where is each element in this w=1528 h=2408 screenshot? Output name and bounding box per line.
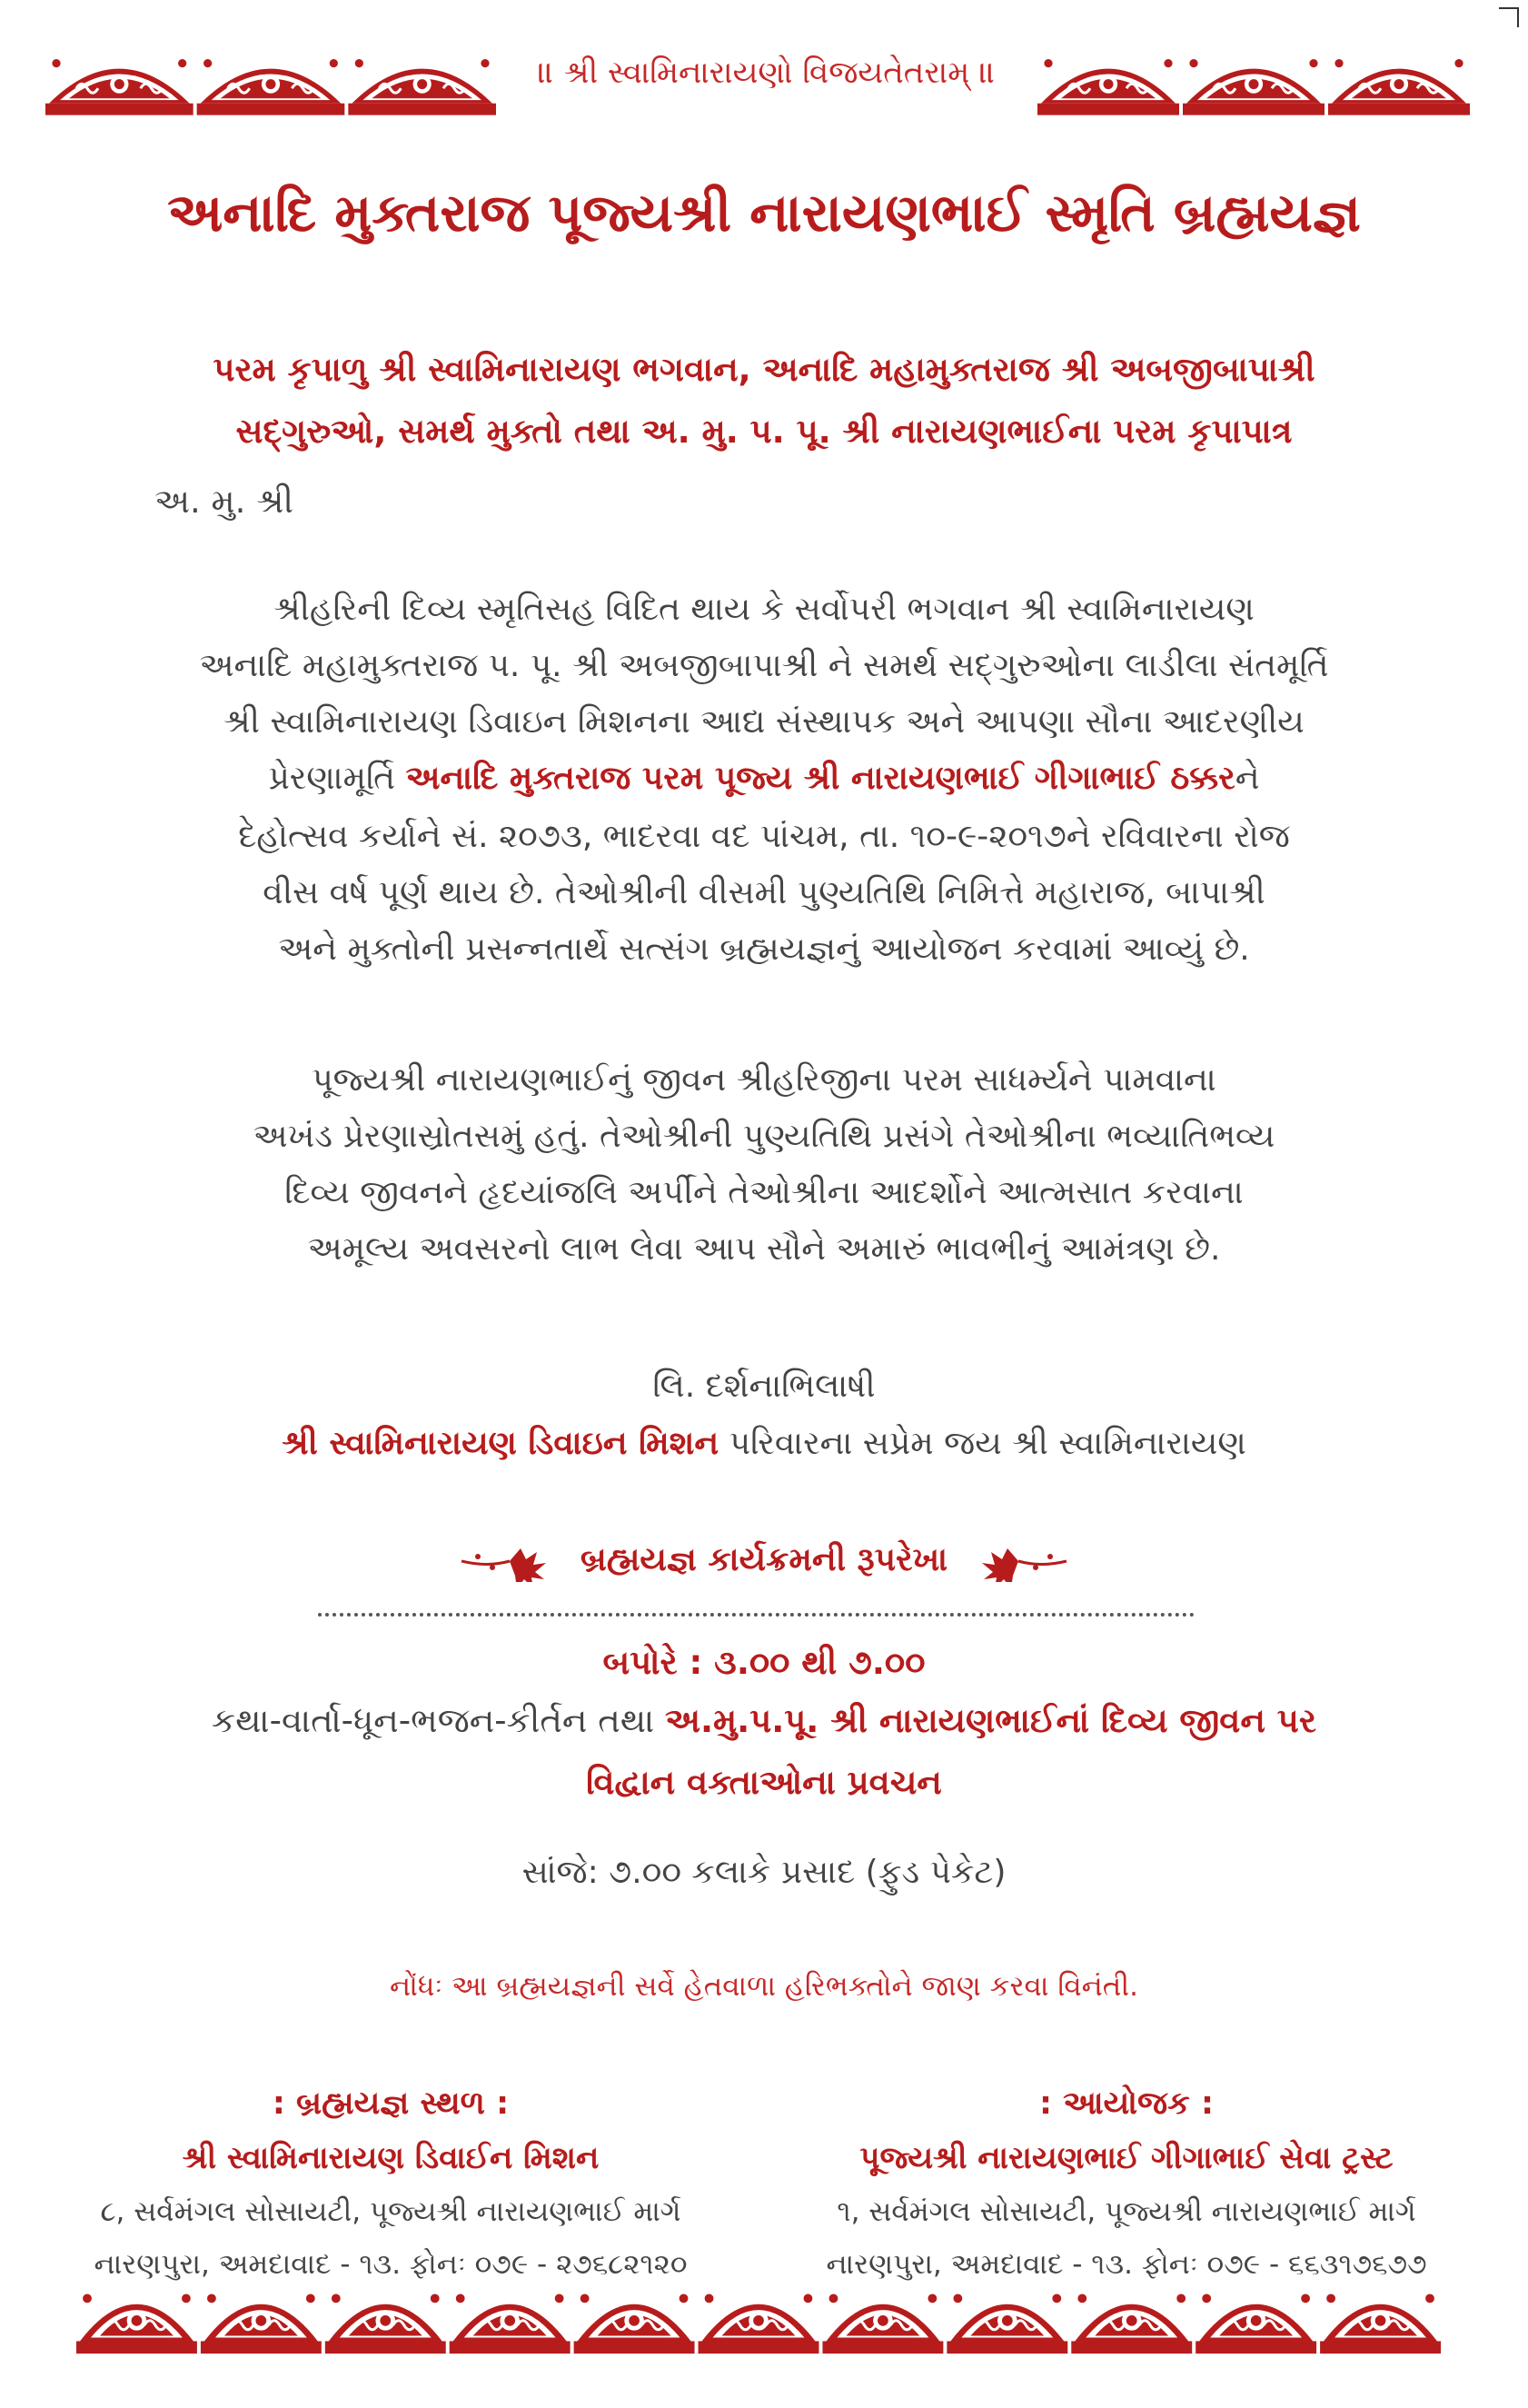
paragraph-line: દેહોત્સવ કર્યાને સં. ૨૦૭૩, ભાદરવા વદ પાંચમ, તા. ૧૦-૯-૨૦૧૭ને રવિવારના રોજ	[238, 818, 1290, 855]
paragraph-line: શ્રી સ્વામિનારાયણ ડિવાઇન મિશનના આદ્ય સંસ્થાપક અને આપણા સૌના આદરણીય	[223, 703, 1305, 741]
paragraph-line: પૂજ્યશ્રી નારાયણભાઈનું જીવન શ્રીહરિજીના પરમ સાધર્મ્યને પામવાના	[312, 1061, 1216, 1099]
venue-address: ૮, સર્વમંગલ સોસાયટી, પૂજ્યશ્રી નારાયણભાઈ માર્ગ	[100, 2195, 681, 2228]
paragraph-line: દિવ્ય જીવનને હૃદયાંજલિ અર્પીને તેઓશ્રીના આદર્શોને આત્મસાત કરવાના	[284, 1174, 1244, 1211]
program-heading-text: બ્રહ્મયજ્ઞ કાર્યક્રમની રૂપરેખા	[580, 1541, 948, 1578]
divider	[318, 1613, 1195, 1617]
floral-flourish-icon	[460, 1540, 569, 1582]
paragraph-line: શ્રીહરિની દિવ્ય સ્મૃતિસહ વિદિત થાય કે સર્વોપરી ભગવાન શ્રી સ્વામિનારાયણ	[273, 591, 1255, 628]
program-time: બપોરે : ૩.૦૦ થી ૭.૦૦	[602, 1643, 926, 1682]
organizer-block	[781, 2076, 1472, 2291]
sign-off-greeting: લિ. દર્શનાભિલાષી	[652, 1368, 876, 1405]
ornamental-border-icon	[1036, 38, 1472, 122]
program-text: કથા-વાર્તા-ધૂન-ભજન-કીર્તન તથા	[212, 1701, 665, 1740]
organizer-address: ૧, સર્વમંગલ સોસાયટી, પૂજ્યશ્રી નારાયણભાઈ માર્ગ	[837, 2195, 1416, 2228]
paragraph-text: પ્રેરણામૂર્તિ	[268, 760, 406, 797]
paragraph-line: અમૂલ્ય અવસરનો લાભ લેવા આપ સૌને અમારું ભાવભીનું આમંત્રણ છે.	[307, 1230, 1221, 1268]
floral-flourish-icon	[959, 1540, 1068, 1582]
program-description	[0, 1701, 1528, 1741]
salutation-addressee: અ. મુ. શ્રી	[154, 482, 293, 521]
program-heading	[0, 1540, 1528, 1582]
mission-name: શ્રી સ્વામિનારાયણ ડિવાઇન મિશન	[282, 1425, 719, 1462]
sign-off-line	[0, 1425, 1528, 1463]
paragraph-line: વીસ વર્ષ પૂર્ણ થાય છે. તેઓશ્રીની વીસમી પુણ્યતિથિ નિમિત્તે મહારાજ, બાપાશ્રી	[263, 874, 1265, 911]
paragraph-line: અખંડ પ્રેરણાસ્રોતસમું હતું. તેઓશ્રીની પુણ્યતિથિ પ્રસંગે તેઓશ્રીના ભવ્યાતિભવ્ય	[253, 1118, 1275, 1155]
sign-off-text: પરિવારના સપ્રેમ જય શ્રી સ્વામિનારાયણ	[719, 1425, 1246, 1462]
program-description: વિદ્વાન વક્તાઓના પ્રવચન	[586, 1763, 942, 1802]
salutation-line: પરમ કૃપાળુ શ્રી સ્વામિનારાયણ ભગવાન, અનાદિ મહામુક્તરાજ શ્રી અબજીબાપાશ્રી	[213, 350, 1315, 389]
organizer-address: નારણપુરા, અમદાવાદ - ૧૩. ફોનઃ ૦૭૯ - ૬૬૩૧૭૬૭૭	[826, 2248, 1427, 2281]
invocation-text: ॥ શ્રી સ્વામિનારાયણો વિજયતેતરામ્ ॥	[537, 55, 997, 91]
venue-name: શ્રી સ્વામિનારાયણ ડિવાઈન મિશન	[182, 2140, 600, 2176]
salutation-line: સદ્‌ગુરુઓ, સમર્થ મુક્તો તથા અ. મુ. પ. પૂ. શ્રી નારાયણભાઈના પરમ કૃપાપાત્ર	[235, 412, 1293, 451]
venue-address: નારણપુરા, અમદાવાદ - ૧૩. ફોનઃ ૦૭૯ - ૨૭૬૮૨૧૨૦	[94, 2248, 688, 2281]
ornamental-border-icon	[74, 2272, 1443, 2361]
venue-heading: : બ્રહ્મયજ્ઞ સ્થળ :	[272, 2085, 510, 2122]
program-dinner: સાંજે: ૭.૦૦ કલાકે પ્રસાદ (ફુડ પેકેટ)	[521, 1854, 1007, 1891]
program-highlight: અ.મુ.પ.પૂ. શ્રી નારાયણભાઈનાં દિવ્ય જીવન પર	[664, 1701, 1316, 1740]
venue-block	[45, 2076, 736, 2291]
paragraph-line	[0, 760, 1528, 798]
paragraph-text: ને	[1235, 760, 1260, 797]
crop-mark	[1499, 7, 1519, 27]
page-title: અનાદિ મુક્તરાજ પૂજ્યશ્રી નારાયણભાઈ સ્મૃતિ બ્રહ્મયજ્ઞ	[167, 182, 1361, 244]
paragraph-line: અને મુક્તોની પ્રસન્નતાર્થે સત્સંગ બ્રહ્મયજ્ઞનું આયોજન કરવામાં આવ્યું છે.	[278, 930, 1250, 968]
ornamental-border-icon	[44, 38, 498, 122]
paragraph-line: અનાદિ મહામુક્તરાજ પ. પૂ. શ્રી અબજીબાપાશ્રી ને સમર્થ સદ્‌ગુરુઓના લાડીલા સંતમૂર્તિ	[199, 647, 1329, 684]
organizer-name: પૂજ્યશ્રી નારાયણભાઈ ગીગાભાઈ સેવા ટ્રસ્ટ	[859, 2140, 1394, 2176]
honoree-name: અનાદિ મુક્તરાજ પરમ પૂજ્ય શ્રી નારાયણભાઈ ગીગાભાઈ ઠક્કર	[405, 760, 1235, 797]
organizer-heading: : આયોજક :	[1038, 2085, 1215, 2122]
note-text: નોંધઃ આ બ્રહ્મયજ્ઞની સર્વે હેતવાળા હરિભક્તોને જાણ કરવા વિનંતી.	[389, 1970, 1139, 2003]
